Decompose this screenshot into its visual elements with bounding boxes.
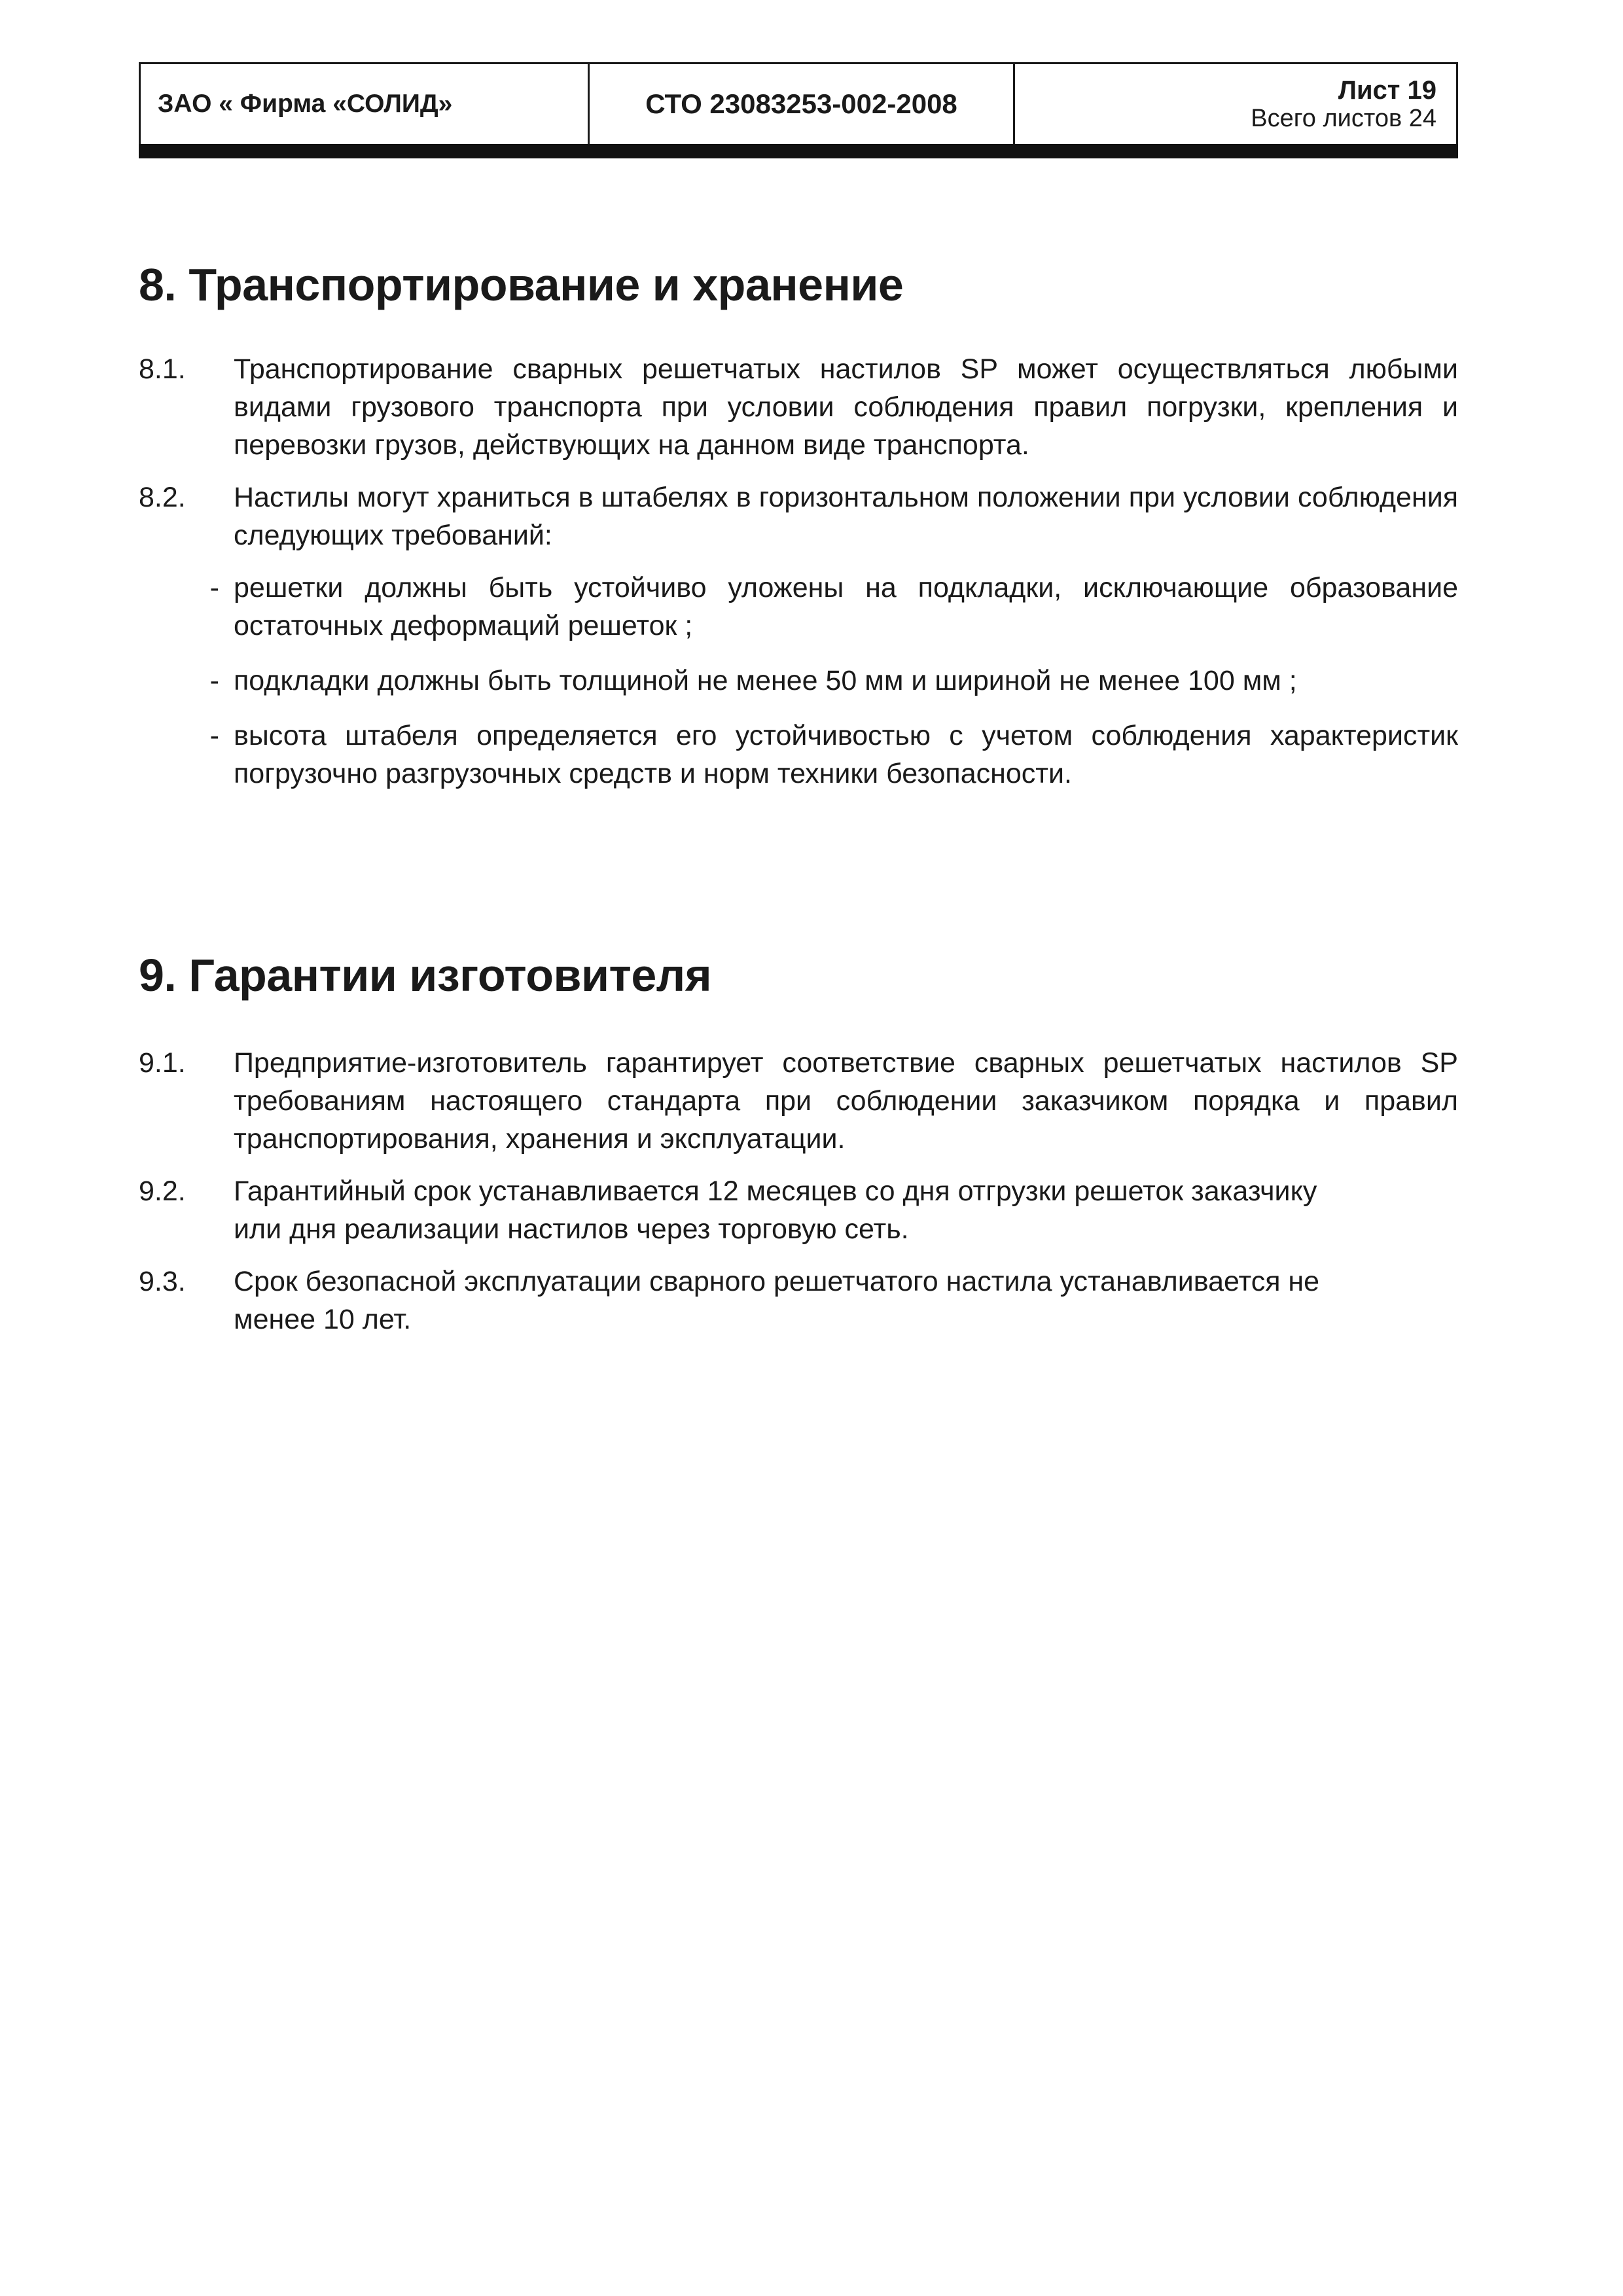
list-item-text: подкладки должны быть толщиной не менее 50 мм и шириной не менее 100 мм ; <box>234 665 1297 696</box>
clause-number: 9.2. <box>139 1175 186 1207</box>
clause-8-1 <box>139 350 1458 464</box>
sheet-number: Лист 19 <box>1338 76 1436 105</box>
bullet-dash: - <box>209 572 219 603</box>
header-rule <box>139 144 1458 158</box>
total-sheets: Всего листов 24 <box>1251 105 1436 132</box>
section-9-body <box>139 1044 1458 1353</box>
clause-9-2 <box>139 1172 1458 1248</box>
clause-9-3 <box>139 1263 1458 1338</box>
list-item-text: высота штабеля определяется его устойчивостью с учетом соблюдения характеристик погрузочно разгрузочных средств и норм техники безопасности. <box>234 720 1458 789</box>
bullet-dash: - <box>209 720 219 751</box>
list-item <box>139 662 1458 700</box>
clause-9-1 <box>139 1044 1458 1158</box>
clause-number: 8.2. <box>139 482 186 513</box>
list-item-text: решетки должны быть устойчиво уложены на подкладки, исключающие образование остаточных деформаций решеток ; <box>234 572 1458 641</box>
page-header <box>139 62 1458 146</box>
clause-text: Срок безопасной эксплуатации сварного решетчатого настила устанавливается не менее 10 лет. <box>234 1266 1320 1335</box>
clause-number: 9.1. <box>139 1047 186 1079</box>
clause-number: 8.1. <box>139 353 186 385</box>
clause-text: Транспортирование сварных решетчатых настилов SP может осуществляться любыми видами грузового транспорта при условии соблюдения правил погрузки, крепления и перевозки грузов, действующих на данном виде транспорта. <box>234 353 1458 461</box>
list-item <box>139 569 1458 645</box>
list-item <box>139 717 1458 793</box>
clause-text: Гарантийный срок устанавливается 12 месяцев со дня отгрузки решеток заказчику или дня реализации настилов через торговую сеть. <box>234 1175 1317 1245</box>
section-9-title: 9. Гарантии изготовителя <box>139 950 712 1001</box>
company-name: ЗАО « Фирма «СОЛИД» <box>141 64 590 144</box>
sheet-info <box>1015 64 1456 144</box>
section-8-title: 8. Транспортирование и хранение <box>139 259 904 310</box>
clause-text: Настилы могут храниться в штабелях в горизонтальном положении при условии соблюдения следующих требований: <box>234 482 1458 551</box>
clause-8-2 <box>139 478 1458 554</box>
clause-text: Предприятие-изготовитель гарантирует соответствие сварных решетчатых настилов SP требованиям настоящего стандарта при соблюдении заказчиком порядка и правил транспортирования, хранения и эксплуатации. <box>234 1047 1458 1155</box>
section-8-body <box>139 350 1458 810</box>
clause-number: 9.3. <box>139 1266 186 1297</box>
bullet-dash: - <box>209 665 219 696</box>
standard-number: СТО 23083253-002-2008 <box>590 64 1015 144</box>
